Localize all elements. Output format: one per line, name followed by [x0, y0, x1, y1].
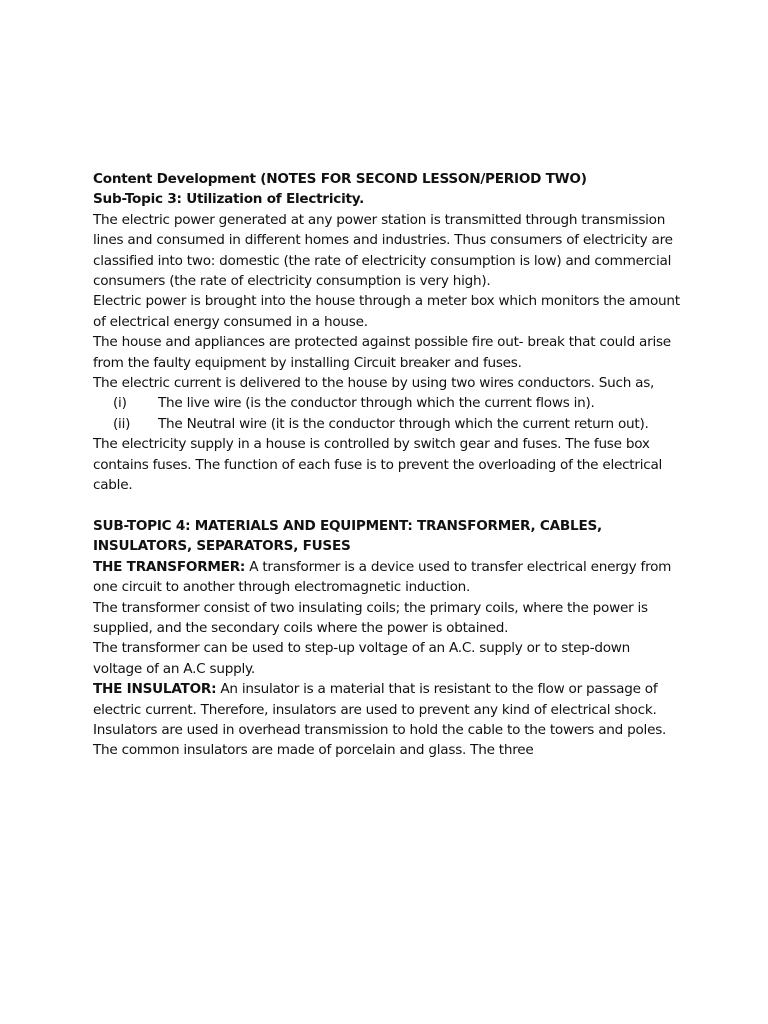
insulator-definition: An insulator is a material that is resistant to the flow or passage of electric current. Therefore, insulators are used to prevent any kind of electrical shock. — [93, 681, 658, 718]
paragraph-power-transmission: The electric power generated at any power station is transmitted through transmission lines and consumed in different homes and industries. Thus consumers of electricity are classified into two: domestic (the rate of electricity consumption is low) and commercial consumers (the rate of electricity consumption is very high). — [93, 211, 673, 290]
paragraph-transformer-coils: The transformer consist of two insulating coils; the primary coils, where the power is supplied, and the secondary coils where the power is obtained. — [93, 599, 648, 636]
paragraph-conductors: The electric current is delivered to the house by using two wires conductors. Such as, — [93, 375, 655, 392]
subtopic-4-title: SUB-TOPIC 4: MATERIALS AND EQUIPMENT: TRANSFORMER, CABLES, INSULATORS, SEPARATORS, FUSES — [93, 517, 602, 555]
list-number: (ii) — [113, 415, 131, 432]
subtopic-3-title: Sub-Topic 3: Utilization of Electricity. — [93, 191, 365, 208]
paragraph-protection: The house and appliances are protected against possible fire out- break that could arise from the faulty equipment by installing Circuit breaker and fuses. — [93, 334, 671, 371]
content-heading: Content Development (NOTES FOR SECOND LESSON/PERIOD TWO) — [93, 171, 587, 187]
notes-body — [93, 169, 683, 761]
paragraph-meter-box: Electric power is brought into the house through a meter box which monitors the amount of electrical energy consumed in a house. — [93, 293, 680, 330]
paragraph-insulator-def — [93, 679, 683, 720]
paragraph-insulator-use: Insulators are used in overhead transmission to hold the cable to the towers and poles. The common insulators are made of porcelain and glass. The three — [93, 721, 667, 759]
list-text: The Neutral wire (it is the conductor through which the current return out). — [158, 415, 649, 432]
list-item-live-wire — [93, 393, 683, 413]
transformer-label: THE TRANSFORMER: — [93, 558, 246, 575]
list-text: The live wire (is the conductor through which the current flows in). — [158, 395, 595, 412]
list-item-neutral-wire — [93, 414, 683, 434]
paragraph-transformer-voltage: The transformer can be used to step-up voltage of an A.C. supply or to step-down voltage of an A.C supply. — [93, 640, 631, 677]
insulator-label: THE INSULATOR: — [93, 681, 217, 698]
section-spacer — [93, 496, 683, 516]
transformer-definition: A transformer is a device used to transfer electrical energy from one circuit to another through electromagnetic induction. — [93, 558, 672, 596]
paragraph-transformer-def — [93, 557, 683, 598]
list-number: (i) — [113, 395, 127, 412]
paragraph-fuse-box: The electricity supply in a house is controlled by switch gear and fuses. The fuse box contains fuses. The function of each fuse is to prevent the overloading of the electrical cable. — [93, 436, 663, 494]
